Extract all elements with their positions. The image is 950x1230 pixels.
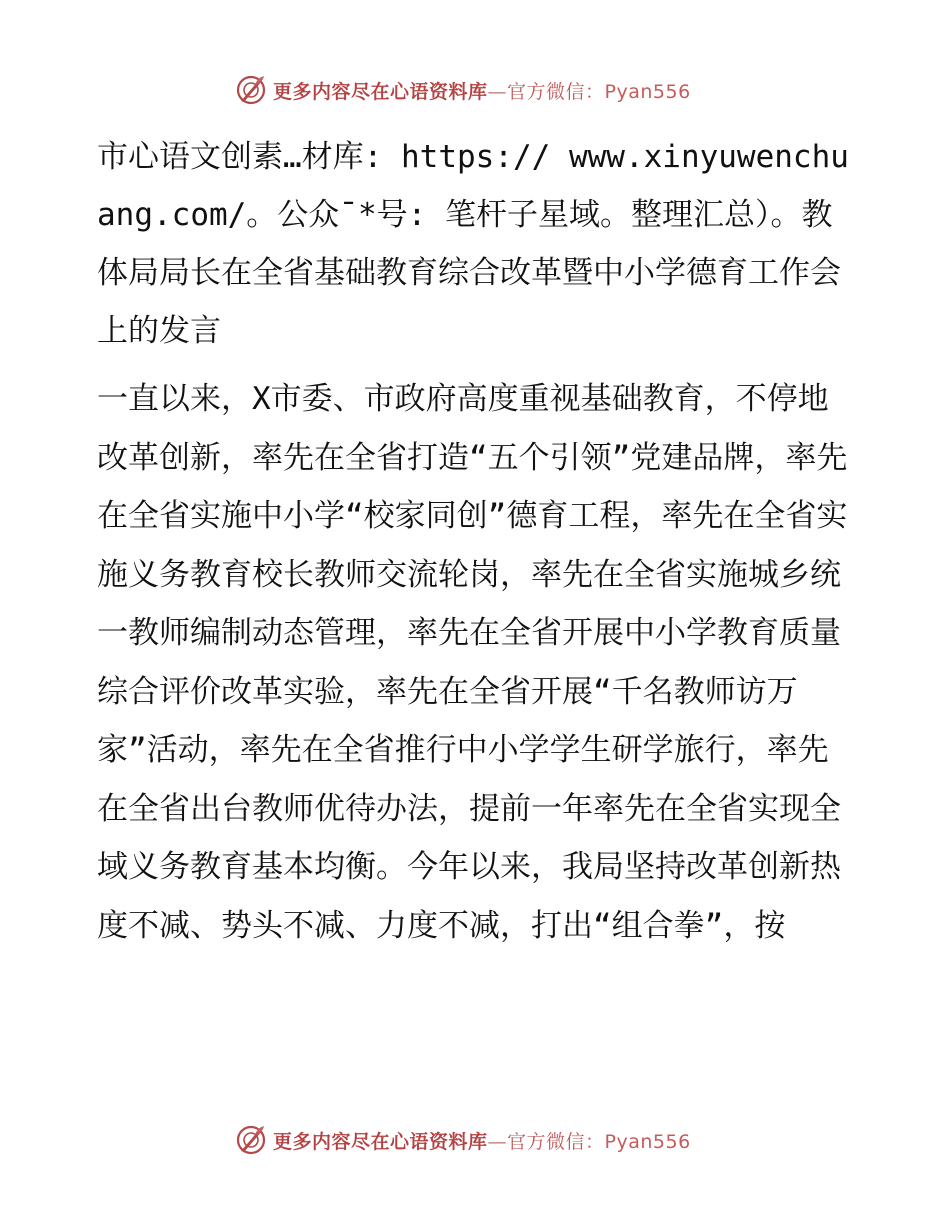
header-banner-lead: 更多内容尽在心语资料库: [273, 80, 488, 103]
header-banner-text: [273, 77, 691, 104]
footer-banner: [235, 1122, 691, 1158]
footer-banner-text: [273, 1127, 691, 1154]
header-wechat-label: 官方微信：: [507, 80, 605, 103]
quill-logo-icon: [235, 74, 267, 106]
document-body-paragraph: 一直以来，X市委、市政府高度重视基础教育，不停地改革创新，率先在全省打造“五个引领”党建品牌，率先在全省实施中小学“校家同创”德育工程，率先在全省实施义务教育校长教师交流轮岗，率先在全省实施城乡统一教师编制动态管理，率先在全省开展中小学教育质量综合评价改革实验，率先在全省开展“千名教师访万家”活动，率先在全省推行中小学学生研学旅行，率先在全省出台教师优待办法，提前一年率先在全省实现全域义务教育基本均衡。今年以来，我局坚持改革创新热度不减、势头不减、力度不减，打出“组合拳”，按: [97, 381, 848, 944]
quill-logo-icon: [235, 1124, 267, 1156]
footer-banner-lead: 更多内容尽在心语资料库: [273, 1130, 488, 1153]
header-banner-dash: —: [487, 80, 508, 103]
footer-wechat-id: Pyan556: [604, 1130, 691, 1153]
document-title: 市心语文创素…材库: https:// www.xinyuwenchuang.com/。公众¯*号: 笔杆子星域。整理汇总）。教体局局长在全省基础教育综合改革暨中小学德育工作会上的发言: [97, 139, 849, 349]
footer-banner-dash: —: [487, 1130, 508, 1153]
header-banner: [235, 72, 691, 108]
header-wechat-id: Pyan556: [604, 80, 691, 103]
footer-wechat-label: 官方微信：: [507, 1130, 605, 1153]
